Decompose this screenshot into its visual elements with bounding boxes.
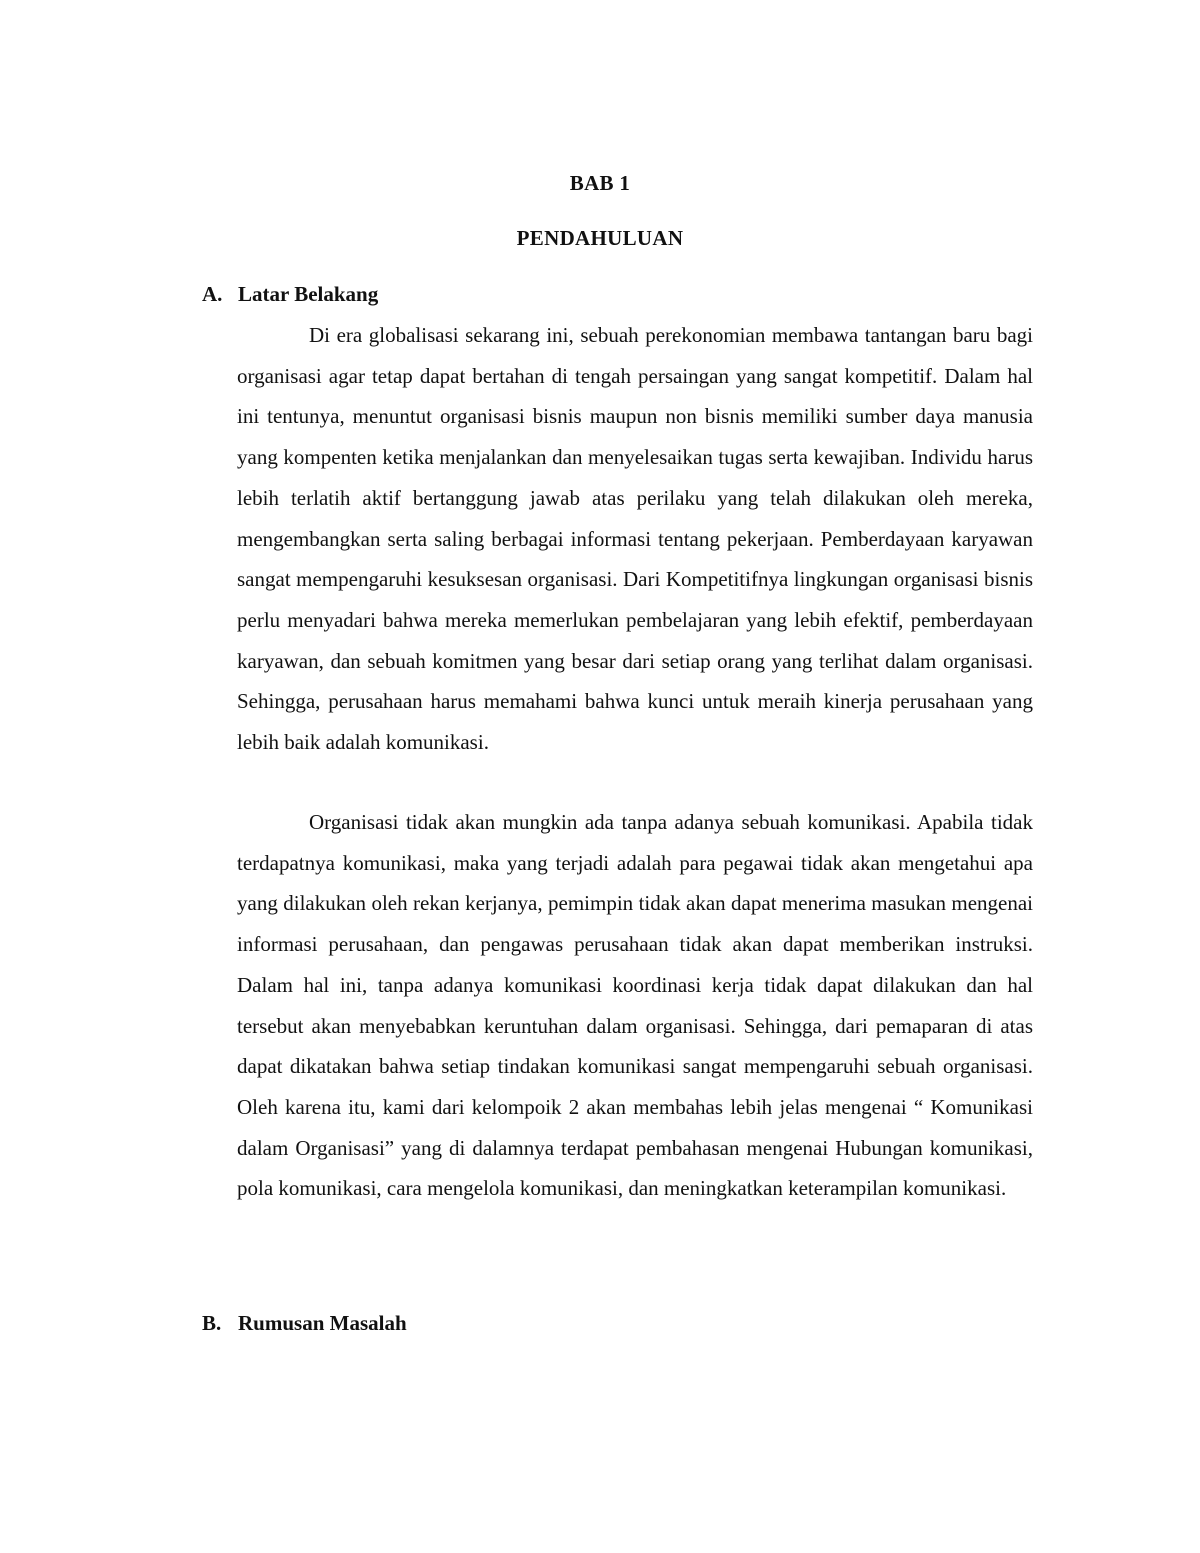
section-title: Rumusan Masalah bbox=[238, 1311, 407, 1335]
body-paragraph: Organisasi tidak akan mungkin ada tanpa adanya sebuah komunikasi. Apabila tidak terdapatnya komunikasi, maka yang terjadi adalah para pegawai tidak akan mengetahui apa yang dilakukan oleh rekan kerjanya, pemimpin tidak akan dapat menerima masukan mengenai informasi perusahaan, dan pengawas perusahaan tidak akan dapat memberikan instruksi. Dalam hal ini, tanpa adanya komunikasi koordinasi kerja tidak dapat dilakukan dan hal tersebut akan menyebabkan keruntuhan dalam organisasi. Sehingga, dari pemaparan di atas dapat dikatakan bahwa setiap tindakan komunikasi sangat mempengaruhi sebuah organisasi. Oleh karena itu, kami dari kelompoik 2 akan membahas lebih jelas mengenai “ Komunikasi dalam Organisasi” yang di dalamnya terdapat pembahasan mengenai Hubungan komunikasi, pola komunikasi, cara mengelola komunikasi, dan meningkatkan keterampilan komunikasi. bbox=[237, 810, 1033, 1201]
section-letter: A. bbox=[202, 282, 223, 306]
chapter-title: PENDAHULUAN bbox=[516, 226, 684, 250]
section-heading-latar-belakang bbox=[202, 282, 378, 307]
body-paragraph-block bbox=[237, 315, 1033, 763]
body-paragraph: Di era globalisasi sekarang ini, sebuah perekonomian membawa tantangan baru bagi organisasi agar tetap dapat bertahan di tengah persaingan yang sangat kompetitif. Dalam hal ini tentunya, menuntut organisasi bisnis maupun non bisnis memiliki sumber daya manusia yang kompenten ketika menjalankan dan menyelesaikan tugas serta kewajiban. Individu harus lebih terlatih aktif bertanggung jawab atas perilaku yang telah dilakukan oleh mereka, mengembangkan serta saling berbagai informasi tentang pekerjaan. Pemberdayaan karyawan sangat mempengaruhi kesuksesan organisasi. Dari Kompetitifnya lingkungan organisasi bisnis perlu menyadari bahwa mereka memerlukan pembelajaran yang lebih efektif, pemberdayaan karyawan, dan sebuah komitmen yang besar dari setiap orang yang terlihat dalam organisasi. Sehingga, perusahaan harus memahami bahwa kunci untuk meraih kinerja perusahaan yang lebih baik adalah komunikasi. bbox=[237, 323, 1033, 755]
chapter-number: BAB 1 bbox=[569, 171, 631, 195]
section-title: Latar Belakang bbox=[238, 282, 379, 306]
section-letter: B. bbox=[202, 1311, 222, 1335]
body-paragraph-block bbox=[237, 802, 1033, 1209]
section-heading-rumusan-masalah bbox=[202, 1311, 407, 1336]
